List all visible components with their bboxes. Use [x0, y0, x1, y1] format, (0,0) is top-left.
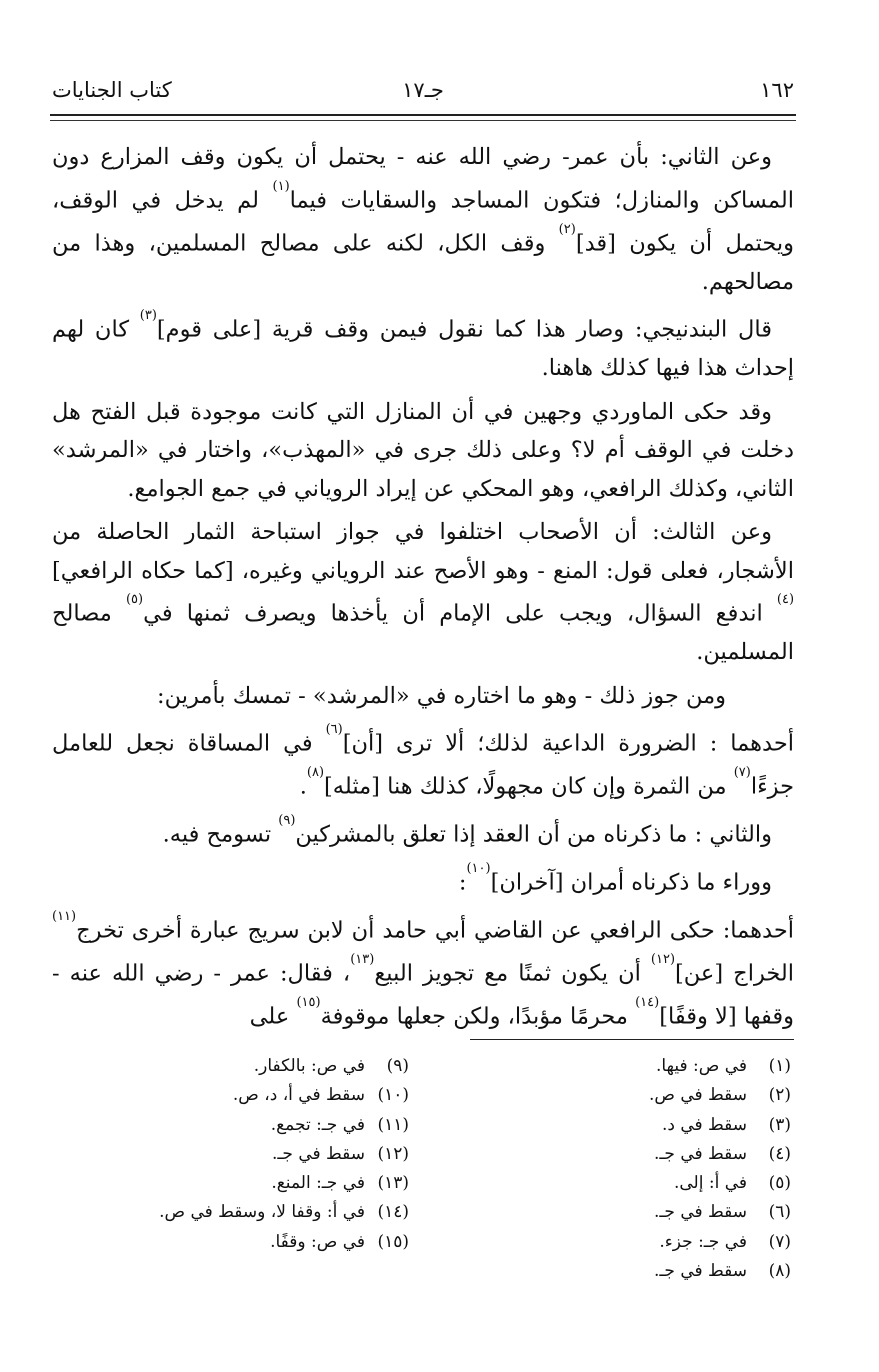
footnote: (١)في ص: فيها. [655, 1056, 791, 1076]
footnote: (١١)في جـ: تجمع. [270, 1114, 409, 1135]
paragraph: أحدهما: حكى الرافعي عن القاضي أبي حامد أن لابن سريج عبارة أخرى تخرج$^{(١١)}$ الخراج [عن]$^{(١٢)}$ أن يكون ثمنًا مع تجويز البيع$^{(١٣)}$، فقال: عمر - رضي الله عنه - وقفها [لا وقفًا]$^{(١٤)}$ محرمًا مؤبدًا، ولكن جعلها موقوفة$^{(١٥)}$ على [52, 909, 794, 1030]
paragraph: ووراء ما ذكرناه أمران [آخران]$^{(١٠)}$: [458, 861, 772, 896]
footnote: (١٣)في جـ: المنع. [271, 1173, 409, 1194]
paragraph: وقد حكى الماوردي وجهين في أن المنازل التي كانت موجودة قبل الفتح هل دخلت في الوقف أم لا؟ وعلى ذلك جرى في «المهذب»، واختار في «المرشد» الثاني، وكذلك الرافعي، وهو المحكي عن إيراد الروياني في جمع الجوامع. [52, 398, 794, 502]
header-rule-thick [50, 114, 796, 116]
footnote-ref[interactable]: (٢) [558, 221, 576, 237]
footnote-ref[interactable]: (٤) [776, 592, 795, 607]
paragraph: أحدهما : الضرورة الداعية لذلك؛ ألا ترى [أن]$^{(٦)}$ في المساقاة نجعل للعامل جزءًا$^{(٧)}$ من الثمرة وإن كان مجهولًا، كذلك هنا [مثله]$^{(٨)}$. [52, 722, 794, 800]
footnote: (١٠)سقط في أ، د، ص. [232, 1085, 409, 1106]
footnote: (١٢)سقط في جـ. [272, 1143, 409, 1164]
footnote-ref[interactable]: (٦) [325, 722, 343, 737]
page-number: ١٦٢ [760, 78, 794, 102]
footnote: (٢)سقط في ص. [648, 1085, 791, 1106]
paragraph: وعن الثالث: أن الأصحاب اختلفوا في جواز استباحة الثمار الحاصلة من الأشجار، فعلى قول: المنع - وهو الأصح عند الروياني وغيره، [كما حكاه الرافعي]$^{(٤)}$ اندفع السؤال، ويجب على الإمام أن يأخذها ويصرف ثمنها في$^{(٥)}$ مصالح المسلمين. [52, 519, 795, 665]
footnote-ref[interactable]: (٥) [125, 592, 144, 607]
footnote: (٩)في ص: بالكفار. [253, 1056, 409, 1076]
footnote: (٧)في جـ: جزء. [659, 1231, 791, 1252]
footnote-ref[interactable]: (١٤) [635, 995, 660, 1010]
footnote: (١٤)في أ: وقفا لا، وسقط في ص. [159, 1202, 409, 1223]
footnotes-right-column [491, 1052, 791, 1286]
footnote: (٦)سقط في جـ. [654, 1202, 791, 1223]
footnote-ref[interactable]: (٩) [278, 813, 296, 828]
footnote-ref[interactable]: (١٣) [350, 952, 375, 967]
footnotes-left-column [69, 1052, 409, 1257]
footnote-ref[interactable]: (١٢) [650, 952, 676, 967]
footnote-ref[interactable]: (١٥) [296, 995, 321, 1010]
footnote-ref[interactable]: (١١) [52, 909, 77, 924]
paragraph: وعن الثاني: بأن عمر- رضي الله عنه - يحتمل أن يكون وقف المزارع دون المساكن والمنازل؛ فتكون المساجد والسقايات فيما$^{(١)}$ لم يدخل في الوقف، ويحتمل أن يكون [قد]$^{(٢)}$ وقف الكل، لكنه على مصالح المسلمين، وهذا من مصالحهم. [52, 144, 794, 295]
footnote: (٣)سقط في د. [661, 1114, 791, 1135]
volume-label: جـ١٧ [402, 78, 444, 102]
paragraph: والثاني : ما ذكرناه من أن العقد إذا تعلق بالمشركين$^{(٩)}$ تسومح فيه. [162, 813, 772, 848]
footnote: (٨)سقط في جـ. [654, 1261, 791, 1282]
footnote-ref[interactable]: (٧) [733, 765, 751, 780]
footnote: (٤)سقط في جـ. [654, 1143, 791, 1164]
footnote-ref[interactable]: (١) [272, 178, 290, 194]
footnote-separator [470, 1039, 794, 1040]
footnote-ref[interactable]: (٨) [306, 765, 325, 780]
footnote: (١٥)في ص: وقفًا. [270, 1231, 409, 1252]
page-header [52, 78, 794, 108]
paragraph: ومن جوز ذلك - وهو ما اختاره في «المرشد» - تمسك بأمرين: [157, 682, 726, 709]
main-text [52, 138, 794, 1041]
footnote-ref[interactable]: (٣) [139, 308, 157, 323]
header-rule-thin [50, 120, 796, 121]
book-title: كتاب الجنايات [52, 78, 172, 102]
footnote-ref[interactable]: (١٠) [466, 861, 491, 876]
paragraph: قال البندنيجي: وصار هذا كما نقول فيمن وقف قرية [على قوم]$^{(٣)}$ كان لهم إحداث هذا فيها كذلك هاهنا. [52, 308, 794, 381]
footnote: (٥)في أ: إلى. [673, 1173, 791, 1194]
